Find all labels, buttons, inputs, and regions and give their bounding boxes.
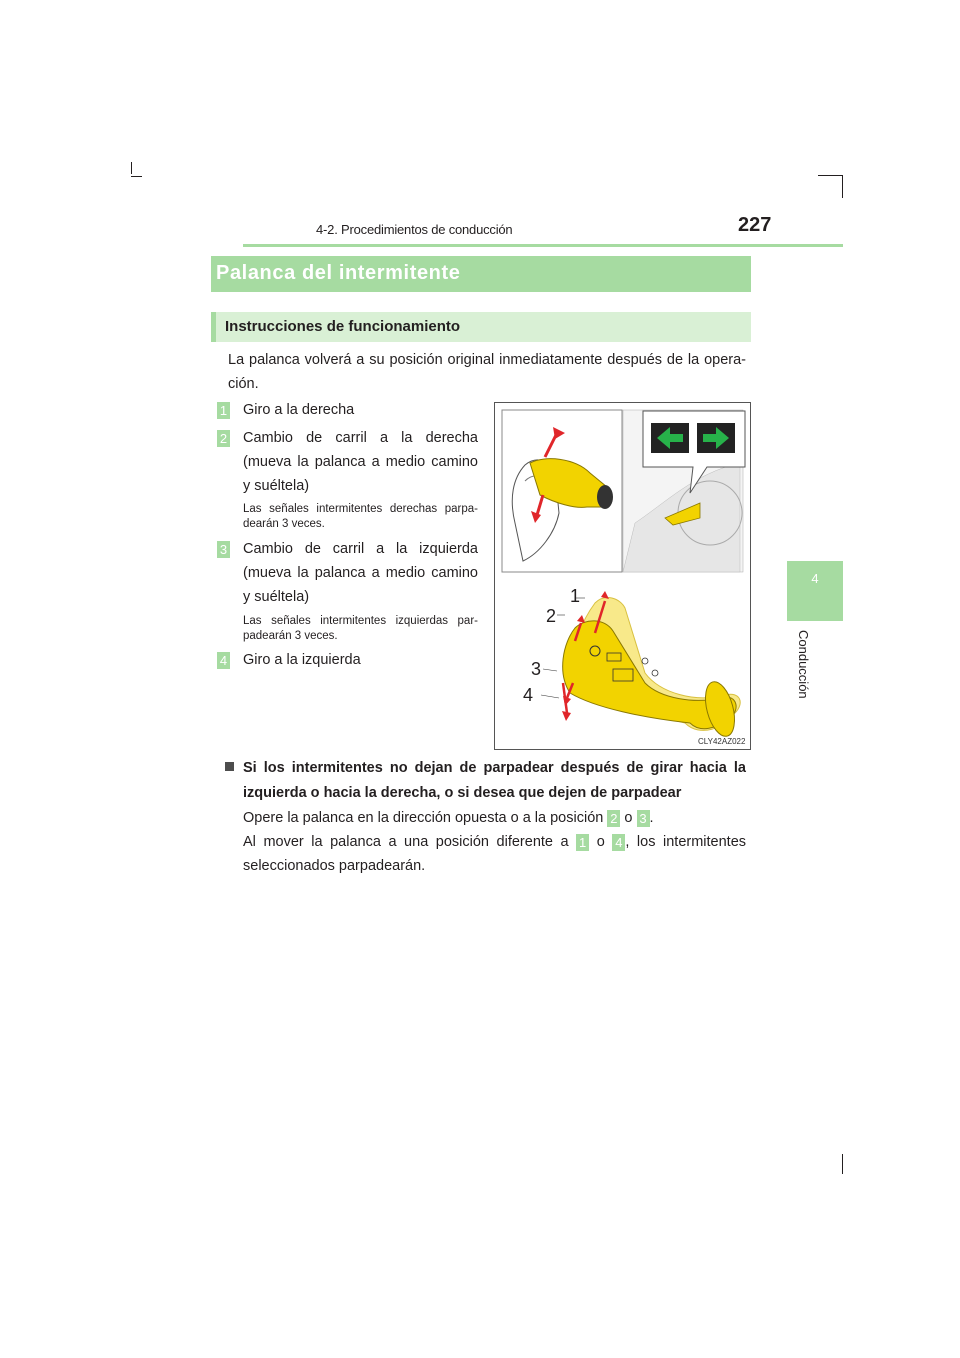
turn-signal-illustration [495, 403, 750, 749]
crop-mark [818, 175, 843, 176]
subtitle: Instrucciones de funcionamiento [225, 318, 461, 335]
intro-paragraph: La palanca volverá a su posición original inmediatamente después de la opera-ción. [228, 352, 746, 392]
note-line-2 [243, 830, 746, 878]
crop-mark [842, 1154, 843, 1174]
item-number: 4 [612, 834, 625, 851]
item-text: Cambio de carril a la izquierda (mueva la palanca a medio camino y suéltela) [243, 541, 478, 605]
item-note: Las señales intermitentes derechas parpa-dearán 3 veces. [243, 503, 478, 530]
item-text: Giro a la derecha [243, 402, 355, 418]
item-note: Las señales intermitentes izquierdas par-padearán 3 veces. [243, 615, 478, 642]
note-text: Al mover la palanca a una posición diferente a [243, 834, 569, 850]
chapter-number: 4 [811, 571, 819, 586]
callout-1: 1 [570, 586, 581, 606]
item-text: Giro a la izquierda [243, 652, 361, 668]
crop-mark [131, 162, 132, 174]
item-number: 3 [217, 541, 230, 558]
chapter-tab [787, 561, 843, 621]
callout-2: 2 [546, 606, 557, 626]
note-line-1 [243, 806, 753, 830]
item-number: 4 [217, 652, 230, 669]
note-text: Opere la palanca en la dirección opuesta o a la posición [243, 810, 604, 826]
note-text: . [649, 810, 654, 826]
header-divider [243, 244, 843, 247]
lever-base [597, 485, 613, 509]
turn-signal-figure [494, 402, 751, 750]
callout-4: 4 [523, 685, 534, 705]
item-number: 1 [576, 834, 589, 851]
item-number: 2 [217, 430, 230, 447]
callout-3: 3 [531, 659, 542, 679]
item-text: Cambio de carril a la derecha (mueva la palanca a medio camino y suéltela) [243, 430, 478, 494]
page-title: Palanca del intermitente [216, 262, 461, 284]
note-bullet [225, 762, 234, 771]
note-text: o [624, 810, 633, 826]
note-heading: Si los intermitentes no dejan de parpadear después de girar hacia la izquierda o hacia la derecha, o si desea que dejen de parpadear [243, 760, 746, 801]
note-text: , los intermitentes seleccionados parpadearán. [243, 834, 747, 874]
note-text: o [596, 834, 605, 850]
item-number: 2 [607, 810, 620, 827]
chapter-label: Conducción [796, 630, 811, 699]
crop-mark [131, 176, 142, 177]
page-number: 227 [738, 214, 772, 236]
subtitle-accent [211, 312, 216, 342]
crop-mark [842, 175, 843, 198]
item-number: 3 [637, 810, 650, 827]
item-number: 1 [217, 402, 230, 419]
section-heading: 4-2. Procedimientos de conducción [316, 222, 513, 237]
figure-code: CLY42AZ022 [698, 737, 746, 746]
